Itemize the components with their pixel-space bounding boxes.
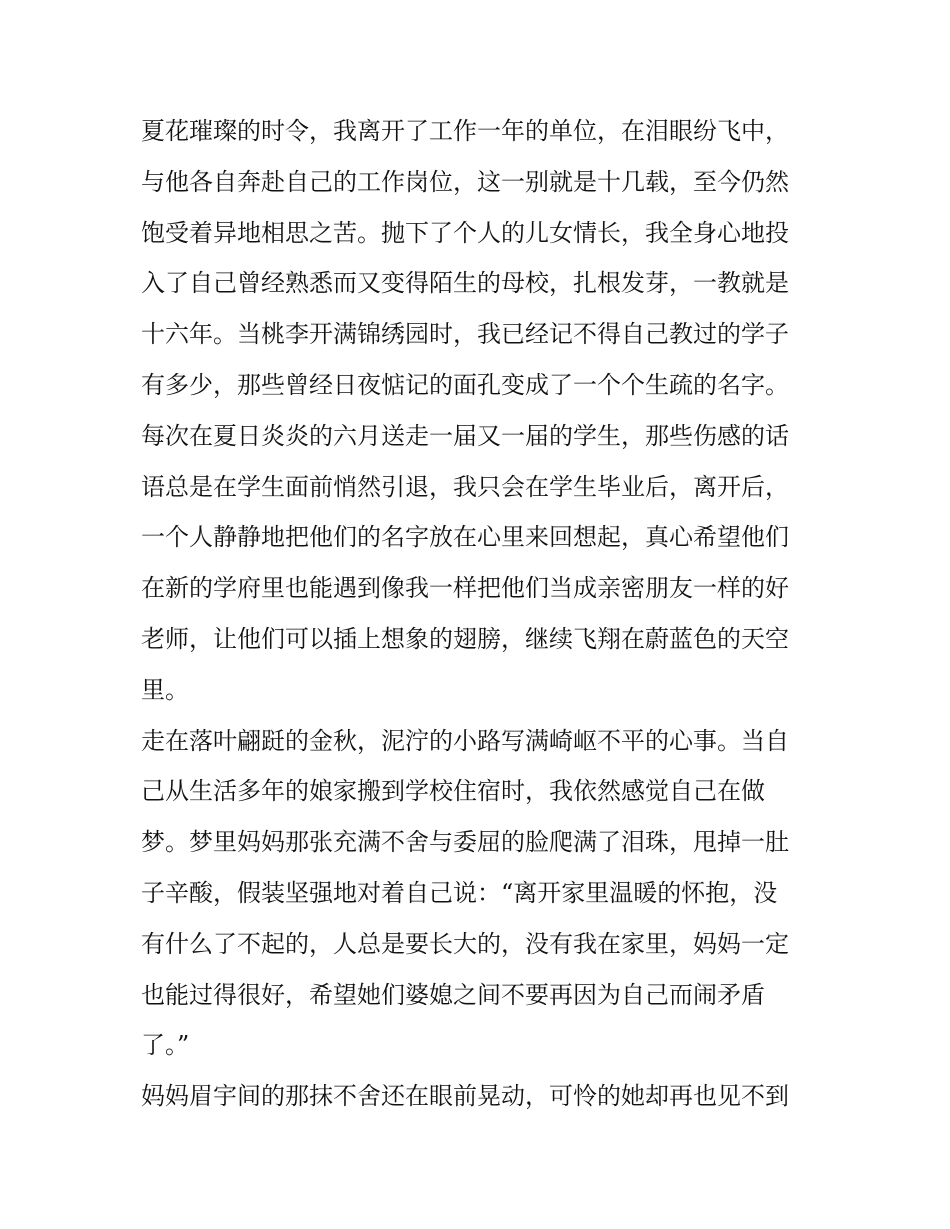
text-line: 梦。梦里妈妈那张充满不舍与委屈的脸爬满了泪珠，甩掉一肚 <box>141 828 789 857</box>
text-line: 也能过得很好，希望她们婆媳之间不要再因为自己而闹矛盾 <box>141 980 765 1009</box>
text-line: 与他各自奔赴自己的工作岗位，这一别就是十几载，至今仍然 <box>141 167 789 196</box>
text-line: 老师，让他们可以插上想象的翅膀，继续飞翔在蔚蓝色的天空 <box>141 624 789 653</box>
text-line: 一个人静静地把他们的名字放在心里来回想起，真心希望他们 <box>141 523 789 552</box>
text-line: 有什么了不起的，人总是要长大的，没有我在家里，妈妈一定 <box>141 929 789 958</box>
text-line: 每次在夏日炎炎的六月送走一届又一届的学生，那些伤感的话 <box>141 421 789 450</box>
text-line: 子辛酸，假装坚强地对着自己说：“离开家里温暖的怀抱，没 <box>141 878 778 907</box>
text-line: 里。 <box>141 675 189 704</box>
text-line: 妈妈眉宇间的那抹不舍还在眼前晃动，可怜的她却再也见不到 <box>141 1082 789 1111</box>
text-line: 了。” <box>141 1031 190 1060</box>
text-line: 入了自己曾经熟悉而又变得陌生的母校，扎根发芽，一教就是 <box>141 269 789 298</box>
text-line: 饱受着异地相思之苦。抛下了个人的儿女情长，我全身心地投 <box>141 218 789 247</box>
text-line: 十六年。当桃李开满锦绣园时，我已经记不得自己教过的学子 <box>141 320 789 349</box>
text-line: 走在落叶翩跹的金秋，泥泞的小路写满崎岖不平的心事。当自 <box>141 726 789 755</box>
text-line: 夏花璀璨的时令，我离开了工作一年的单位，在泪眼纷飞中， <box>141 117 789 145</box>
text-line: 在新的学府里也能遇到像我一样把他们当成亲密朋友一样的好 <box>141 574 789 603</box>
text-line: 语总是在学生面前悄然引退，我只会在学生毕业后，离开后， <box>141 472 789 501</box>
text-line: 己从生活多年的娘家搬到学校住宿时，我依然感觉自己在做 <box>141 777 765 806</box>
text-line: 有多少，那些曾经日夜惦记的面孔变成了一个个生疏的名字。 <box>141 370 789 399</box>
document-body-text <box>141 106 821 1122</box>
